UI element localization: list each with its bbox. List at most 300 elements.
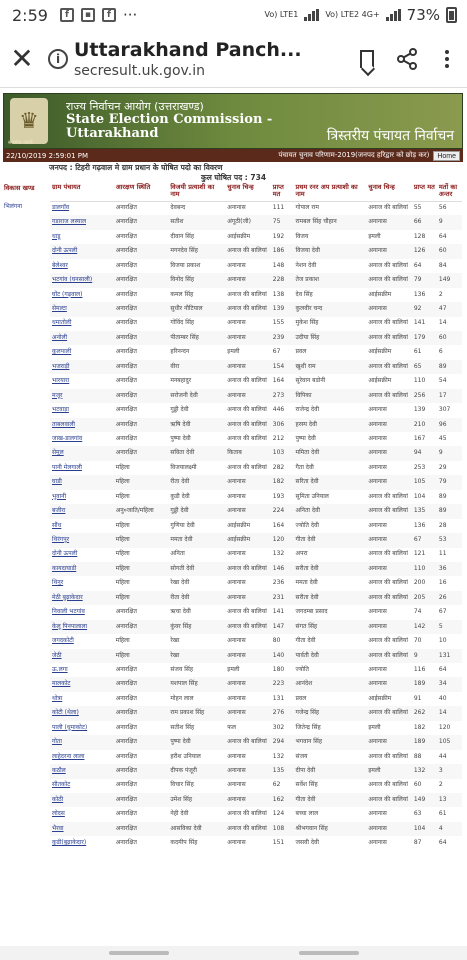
table-cell: भगवान सिंह (294, 735, 367, 749)
table-row (50, 663, 462, 677)
emblem-caption: सत्यमेव जयते (8, 140, 33, 146)
table-cell: फल (227, 723, 236, 731)
page-url: secresult.uk.gov.in (74, 62, 205, 79)
gram-panchayat-link[interactable]: सेमुल (50, 446, 114, 460)
table-cell: विजयालक्ष्मी (170, 463, 197, 471)
table-cell: अनानास (368, 521, 387, 529)
web-content (0, 88, 467, 960)
table-row (50, 317, 462, 331)
table-cell: 223 (271, 677, 294, 691)
table-cell: 186 (271, 244, 294, 258)
table-cell: अनाज की बालियां (366, 591, 412, 605)
table-cell: रेखा देवी (170, 579, 190, 587)
table-cell: अनाज की बालियां (227, 463, 267, 471)
table-cell: अनाज की बालियां (368, 781, 408, 789)
gram-panchayat-link[interactable]: लाहेदरना लाला (52, 752, 85, 760)
table-cell: हरस्य देवी (294, 418, 367, 432)
table-cell: 5 (437, 620, 462, 634)
table-cell: अनारक्षित (114, 764, 169, 778)
table-cell: 108 (271, 822, 294, 836)
table-cell: 16 (438, 579, 447, 587)
table-cell: 139 (413, 406, 426, 414)
gram-panchayat-link[interactable]: जाख-डालगांव (52, 434, 83, 442)
table-cell: विजया प्रकाश (170, 261, 201, 269)
table-cell: 62 (272, 781, 281, 789)
national-emblem-icon: ♛ (10, 98, 48, 144)
table-cell: जसवी देवी (295, 839, 319, 847)
gram-panchayat-link[interactable]: मजूर (50, 389, 114, 403)
table-row (50, 288, 462, 302)
table-cell: 141 (272, 608, 285, 616)
home-button[interactable]: Home (433, 151, 460, 161)
gram-panchayat-link[interactable]: घोंट (गढ़वाल) (52, 290, 83, 298)
table-cell: रेखा (170, 637, 180, 645)
table-cell: 110 (413, 377, 426, 385)
table-cell: गुड्डी देवी (170, 406, 189, 414)
table-cell: 139 (271, 302, 294, 316)
gram-panchayat-link[interactable]: कुडी(बुढ़ाकेदार) (52, 839, 87, 847)
table-cell: 294 (271, 735, 294, 749)
table-cell: 205 (412, 591, 437, 605)
table-row (50, 331, 462, 345)
table-cell: अनु०जाति/महिला (114, 504, 169, 518)
table-cell: अनाज की बालियां (366, 649, 412, 663)
table-cell: अनानास (366, 418, 412, 432)
results-table-wrapper (50, 183, 462, 851)
table-cell: अनाज की बालियां (366, 273, 412, 287)
table-cell: 136 (413, 521, 426, 529)
table-cell: अनानास (225, 677, 271, 691)
table-cell: पीताम्बर सिंह (168, 331, 225, 345)
table-cell: इमली (368, 723, 381, 731)
table-cell: कुंवर सिंह (168, 620, 225, 634)
share-icon (396, 48, 418, 70)
table-cell: 307 (438, 406, 451, 414)
table-cell: अनानास (225, 331, 271, 345)
table-cell: अनानास (227, 694, 246, 702)
gram-panchayat-link[interactable]: भुवानी (52, 492, 66, 500)
table-cell: गजेन्द्र सिंह (294, 706, 367, 720)
table-cell: 236 (272, 579, 285, 587)
table-subheading: जनपद : टिहरी गढ़वाल मे ग्राम प्रधान के घोषित पदो का विवरण (49, 163, 223, 172)
table-cell: 120 (438, 723, 451, 731)
table-cell: 189 (412, 735, 437, 749)
table-cell: 61 (438, 810, 447, 818)
table-row (50, 677, 462, 691)
gram-panchayat-link[interactable]: जेठी (50, 649, 114, 663)
table-cell: नेही देवी (170, 810, 189, 818)
table-row (50, 273, 462, 287)
table-cell: अनारक्षित (114, 446, 169, 460)
table-cell: रीता देवी (168, 591, 225, 605)
gram-panchayat-link[interactable]: थोत्रा (52, 694, 63, 702)
gram-panchayat-link[interactable]: लोदस (52, 810, 65, 818)
table-cell: 135 (412, 504, 437, 518)
table-cell: गीता देवी (294, 533, 367, 547)
table-cell: अनानास (366, 215, 412, 229)
gram-panchayat-link[interactable]: पानी मेलगाली (52, 463, 82, 471)
info-icon[interactable]: i (48, 49, 68, 69)
table-row (50, 692, 462, 706)
gram-panchayat-link[interactable]: कठौल (50, 764, 114, 778)
table-body (50, 201, 462, 851)
address-area[interactable] (74, 39, 347, 79)
gram-panchayat-link[interactable]: थिरंगपुर (50, 533, 114, 547)
table-row (50, 793, 462, 807)
table-cell: 47 (437, 302, 462, 316)
gram-panchayat-link[interactable]: घाडी (50, 475, 114, 489)
table-cell: अनाज की बालियां (227, 608, 267, 616)
gram-panchayat-link[interactable]: कोटी (थेला) (50, 706, 114, 720)
gram-panchayat-link[interactable]: धाडू (52, 232, 61, 240)
table-row (50, 215, 462, 229)
table-cell: सविता देवी (168, 446, 225, 460)
bookmark-button[interactable] (347, 50, 387, 68)
table-row (50, 244, 462, 258)
table-row (50, 822, 462, 836)
table-cell: 210 (412, 418, 437, 432)
gram-panchayat-link[interactable]: पाली (धुमाकोट) (52, 723, 88, 731)
table-cell: अनारक्षित (114, 273, 169, 287)
table-cell: सरीता देवी (294, 562, 367, 576)
table-cell: अनाज की बालियां (368, 204, 408, 212)
table-cell: अनारक्षित (114, 677, 169, 691)
table-cell: संजय सिंह (170, 665, 194, 673)
table-cell: महिला (114, 649, 169, 663)
table-cell: देव सिंह (295, 290, 313, 298)
table-cell: 253 (413, 463, 426, 471)
bookmark-icon (360, 50, 374, 68)
gram-panchayat-link[interactable]: कोठी (50, 793, 114, 807)
table-cell: अनिता देवी (294, 504, 367, 518)
table-cell: 182 (413, 723, 426, 731)
col-header: विजयी प्रत्याशी का नाम (168, 183, 225, 201)
gram-panchayat-link[interactable]: भटगांव (घनसाली) (50, 273, 114, 287)
table-row (50, 605, 462, 619)
gram-panchayat-link[interactable]: थिनुर (52, 579, 64, 587)
table-cell: 88 (413, 752, 422, 760)
table-cell: 14 (437, 706, 462, 720)
table-cell: अनानास (368, 608, 387, 616)
table-cell: 151 (272, 839, 285, 847)
table-cell: 74 (413, 608, 422, 616)
table-cell: गैता देवी (295, 463, 314, 471)
table-cell: 60 (437, 244, 462, 258)
nav-handle[interactable] (109, 951, 169, 955)
gram-panchayat-link[interactable]: धमातोली (52, 319, 72, 327)
table-cell: अनानास (366, 244, 412, 258)
table-cell: कदमीप सिंह (170, 839, 198, 847)
table-cell: आईसक्रीम (368, 348, 392, 356)
gram-panchayat-link[interactable]: सेमल्टा (50, 302, 114, 316)
banner-english-line2: Uttarakhand (66, 126, 159, 141)
table-cell: 87 (413, 839, 422, 847)
table-cell: 9 (412, 649, 437, 663)
facebook-icon: f (60, 8, 74, 22)
table-cell: 282 (272, 463, 285, 471)
table-cell: सुधीर नौटियाल (168, 302, 225, 316)
gram-panchayat-link[interactable]: केलू पिनपालाला (50, 620, 114, 634)
table-cell: मगनदेव सिंह (168, 244, 225, 258)
table-cell: ऋषि देवी (168, 418, 225, 432)
table-cell: ज्योति (295, 665, 309, 673)
total-count: कुल घोषित पद : 734 (200, 173, 267, 182)
table-cell: 141 (413, 319, 426, 327)
table-cell: अनारक्षित (114, 620, 169, 634)
table-cell: 132 (412, 764, 437, 778)
table-cell: गुड्डी देवी (168, 504, 225, 518)
table-cell: 182 (271, 475, 294, 489)
table-cell: 162 (271, 793, 294, 807)
table-cell: 91 (413, 694, 422, 702)
table-cell: 28 (438, 521, 447, 529)
gram-panchayat-link[interactable]: कुलपाली (52, 348, 72, 356)
table-cell: अनानास (366, 620, 412, 634)
table-cell: महिला (115, 492, 130, 500)
system-nav-bar (0, 946, 467, 960)
table-cell: अनाज की बालियां (227, 406, 267, 414)
table-cell: अनानास (225, 793, 271, 807)
table-cell: अनानास (227, 550, 246, 558)
table-cell: अनानास (366, 822, 412, 836)
table-cell: अनानास (225, 504, 271, 518)
table-row (50, 591, 462, 605)
block-name: भिलंगना (4, 203, 23, 210)
table-cell: ममता देवी (295, 579, 318, 587)
gram-panchayat-link[interactable]: निवाली भटगांव (52, 608, 85, 616)
table-cell: अनारक्षित (114, 360, 169, 374)
close-icon[interactable]: ✕ (10, 42, 34, 75)
gram-panchayat-link[interactable]: अनोली (50, 331, 114, 345)
gram-panchayat-link[interactable]: भजराड़ी (50, 360, 114, 374)
table-row (50, 562, 462, 576)
table-cell: 212 (272, 434, 285, 442)
table-row (50, 735, 462, 749)
gram-panchayat-link[interactable]: जगदकोटी (52, 637, 74, 645)
gram-panchayat-link[interactable]: सौंध (52, 521, 62, 529)
table-cell: अनाज की बालियां (368, 637, 408, 645)
table-cell: 13 (437, 793, 462, 807)
gram-panchayat-link[interactable]: दोनी ऊपली (52, 550, 78, 558)
table-cell: बच्चा लाल (295, 810, 319, 818)
table-row (50, 374, 462, 388)
table-cell: 2 (438, 781, 443, 789)
table-cell: जगदम्बा प्रसाद (295, 608, 328, 616)
gram-panchayat-link[interactable]: भैरवा (50, 822, 114, 836)
gram-panchayat-link[interactable]: भारयारा (52, 377, 70, 385)
table-cell: 64 (438, 665, 447, 673)
table-cell: अनानास (366, 446, 412, 460)
table-cell: पुष्पा देवी (168, 735, 225, 749)
table-cell: ज्योति देवी (295, 521, 319, 529)
gram-panchayat-link[interactable]: ऊ.लगा (52, 665, 68, 673)
table-cell: यशपाल सिंह (168, 677, 225, 691)
table-cell: उदीया सिंह (294, 331, 367, 345)
table-cell: 36 (437, 562, 462, 576)
table-cell: अनानास (368, 839, 387, 847)
table-cell: 14 (438, 319, 447, 327)
table-cell: गोविंद सिंह (170, 319, 195, 327)
gram-panchayat-link[interactable]: सीतकोट (52, 781, 71, 789)
table-cell: राजेन्द्र देवी (295, 406, 319, 414)
table-cell: 2 (438, 290, 443, 298)
table-cell: 189 (412, 677, 437, 691)
table-cell: अनारक्षित (115, 810, 137, 818)
table-cell: अनारक्षित (115, 319, 137, 327)
more-vertical-icon (444, 48, 450, 70)
table-row (50, 836, 462, 850)
table-cell: आईसक्रीम (368, 290, 392, 298)
table-cell: 273 (271, 389, 294, 403)
table-cell: 17 (437, 389, 462, 403)
table-cell: अनाज की बालियां (225, 735, 271, 749)
table-cell: अनानास (366, 562, 412, 576)
table-cell: महिला (114, 591, 169, 605)
gram-panchayat-link[interactable]: मेठी बुढ़ाकेदार (50, 591, 114, 605)
table-cell: 192 (272, 232, 285, 240)
table-cell: ममिता देवी (294, 446, 367, 460)
table-cell: अनानास (227, 781, 246, 789)
table-row (50, 490, 462, 504)
table-cell: 6 (438, 348, 443, 356)
table-cell: अनाज की बालियां (368, 550, 408, 558)
table-cell: 3 (437, 764, 462, 778)
table-cell: अनारक्षित (115, 232, 137, 240)
nav-handle[interactable] (299, 951, 359, 955)
gram-panchayat-link[interactable]: कायदाघाडी (50, 562, 114, 576)
table-cell: 64 (413, 261, 422, 269)
gram-panchayat-link[interactable]: ताबलवाली (50, 418, 114, 432)
more-menu-button[interactable] (427, 48, 467, 70)
table-cell: 104 (413, 492, 426, 500)
table-cell: 136 (413, 290, 426, 298)
table-cell: 45 (438, 434, 447, 442)
table-cell: 56 (438, 204, 447, 212)
gram-panchayat-link[interactable]: दोनी ऊपली (50, 244, 114, 258)
table-cell: 164 (272, 377, 285, 385)
table-cell: सुमिता उनियाल (295, 492, 329, 500)
table-row (50, 475, 462, 489)
table-cell: 147 (271, 620, 294, 634)
table-cell: 155 (272, 319, 285, 327)
table-cell: 132 (272, 752, 285, 760)
col-header: चुनाव चिन्ह (225, 183, 271, 201)
table-cell: 231 (271, 591, 294, 605)
table-cell: अनानास (366, 533, 412, 547)
table-cell: आईसक्रीम (227, 521, 251, 529)
table-cell: गीता देवी (295, 637, 316, 645)
table-cell: 131 (272, 694, 285, 702)
table-cell: 67 (412, 533, 437, 547)
block-header: विकास खण्ड (4, 184, 35, 192)
gram-panchayat-link[interactable]: मालकोट (50, 677, 114, 691)
table-cell: 239 (271, 331, 294, 345)
table-cell: अनाज की बालियां (366, 360, 412, 374)
table-row (50, 259, 462, 273)
table-cell: अनाज की बालियां (366, 331, 412, 345)
table-cell: 80 (272, 637, 281, 645)
battery-level: 73% (406, 6, 440, 24)
table-cell: 79 (437, 475, 462, 489)
table-cell: रेखा (168, 649, 225, 663)
table-cell: अपरा (295, 550, 308, 558)
table-cell: 446 (272, 406, 285, 414)
table-cell: 167 (413, 434, 426, 442)
table-header-row (50, 183, 462, 201)
table-cell: सतीश सिंह (170, 723, 195, 731)
col-header: ग्राम पंचायत (50, 183, 114, 201)
table-cell: अनानास (227, 492, 246, 500)
table-cell: अनाज की बालियां (368, 752, 408, 760)
table-cell: अनानास (225, 764, 271, 778)
table-cell: अनाज की बालियां (225, 562, 271, 576)
table-cell: अनानास (368, 810, 387, 818)
results-caption: पंचायत चुनाव परिणाम-2019(जनपद हरिद्वार को छोड़ कर) (278, 151, 430, 159)
table-cell: किताब (225, 446, 271, 460)
table-row (50, 345, 462, 359)
table-cell: 55 (413, 204, 422, 212)
table-row (50, 649, 462, 663)
table-cell: अनाज की बालियां (368, 492, 408, 500)
table-cell: आईसक्रीम (225, 533, 271, 547)
gram-panchayat-link[interactable]: भटवाड़ा (52, 406, 69, 414)
table-cell: अनाज की बालियां (368, 319, 408, 327)
table-cell: 94 (412, 446, 437, 460)
table-cell: अनानास (225, 706, 271, 720)
gram-panchayat-link[interactable]: गडाराज लस्याल (50, 215, 114, 229)
table-cell: सोगती देवी (168, 562, 225, 576)
table-cell: अनानास (368, 463, 387, 471)
table-cell: दीपा देवी (294, 764, 367, 778)
table-cell: 10 (438, 637, 447, 645)
table-row (50, 302, 462, 316)
col-header: प्रथम रनर अप प्रत्याशी का नाम (294, 183, 367, 201)
table-cell: अनाज की बालियां (368, 261, 408, 269)
table-row (50, 706, 462, 720)
table-cell: 121 (413, 550, 426, 558)
table-cell: अनाज की बालियां (227, 434, 267, 442)
table-row (50, 360, 462, 374)
share-button[interactable] (387, 48, 427, 70)
table-row (50, 750, 462, 764)
table-cell: अनारक्षित (115, 290, 137, 298)
table-cell: गीता देवी (294, 793, 367, 807)
table-cell: गोपाल राम (295, 204, 319, 212)
table-cell: रामबल सिंह चौहान (294, 215, 367, 229)
table-cell: 29 (438, 463, 447, 471)
table-cell: उमेश सिंह (168, 793, 225, 807)
table-cell: विजया देवी (294, 244, 367, 258)
table-cell: 63 (413, 810, 422, 818)
table-cell: रीता देवी (168, 475, 225, 489)
gram-panchayat-link[interactable]: गोता (50, 735, 114, 749)
table-cell: अनारक्षित (115, 608, 137, 616)
table-cell: ऋचा देवी (170, 608, 191, 616)
gram-panchayat-link[interactable]: बजीरा (50, 504, 114, 518)
signal-bars-icon (304, 9, 319, 21)
table-cell: हरीश उनियाल (170, 752, 201, 760)
table-row (50, 418, 462, 432)
table-cell: 65 (412, 360, 437, 374)
table-cell: अनानास (368, 665, 387, 673)
table-cell: अनानास (227, 261, 246, 269)
table-cell: 89 (437, 504, 462, 518)
table-cell: 193 (272, 492, 285, 500)
table-cell: 126 (412, 244, 437, 258)
table-cell: अनानास (227, 752, 246, 760)
gram-panchayat-link[interactable]: डालगॉव (52, 204, 70, 212)
gram-panchayat-link[interactable]: बेलेश्वर (52, 261, 68, 269)
